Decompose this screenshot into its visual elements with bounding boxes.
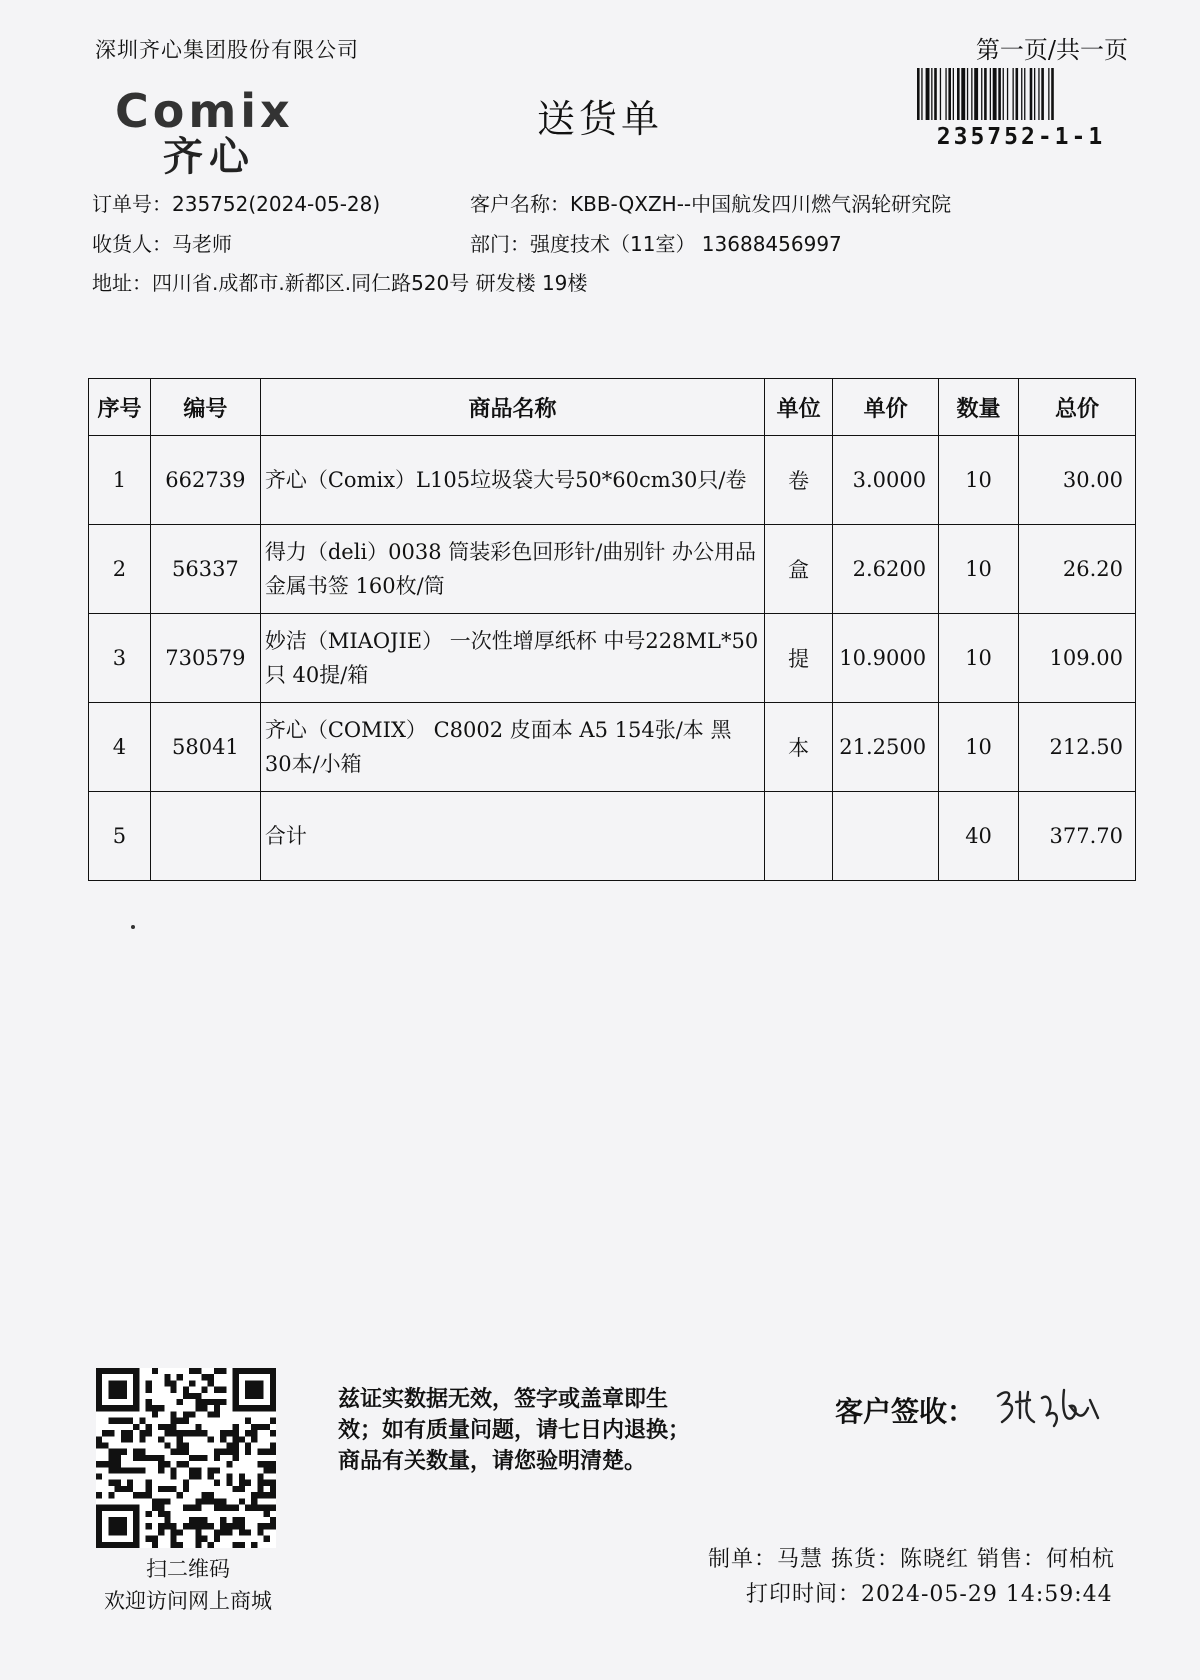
row-code: 662739: [150, 436, 260, 525]
header-total: 总价: [1019, 379, 1136, 436]
row-product-name: 齐心（COMIX） C8002 皮面本 A5 154张/本 黑 30本/小箱: [260, 703, 764, 792]
receiver: 收货人：马老师: [92, 232, 232, 256]
header-code: 编号: [150, 379, 260, 436]
row-unit-price: [833, 792, 939, 881]
print-time: 打印时间：2024-05-29 14:59:44: [746, 1582, 1113, 1607]
row-quantity: 10: [939, 614, 1019, 703]
row-code: 56337: [150, 525, 260, 614]
logo-chinese: 齐心: [163, 134, 255, 180]
header-unit: 单位: [765, 379, 833, 436]
notice-line: 兹证实数据无效，签字或盖章即生: [338, 1387, 669, 1412]
row-index: 2: [89, 525, 151, 614]
row-unit-price: 21.2500: [833, 703, 939, 792]
row-product-name: 得力（deli）0038 筒装彩色回形针/曲别针 办公用品 金属书签 160枚/筒: [260, 525, 764, 614]
row-quantity: 10: [939, 703, 1019, 792]
table-row: [89, 614, 1136, 703]
row-total: 109.00: [1019, 614, 1136, 703]
handwritten-signature: [990, 1378, 1110, 1438]
row-unit: 提: [765, 614, 833, 703]
header-quantity: 数量: [939, 379, 1019, 436]
row-unit-price: 2.6200: [833, 525, 939, 614]
row-code: 730579: [150, 614, 260, 703]
goods-table: [88, 378, 1136, 881]
company-name: 深圳齐心集团股份有限公司: [95, 38, 359, 62]
notice-line: 商品有关数量，请您验明清楚。: [338, 1449, 647, 1474]
row-index: 1: [89, 436, 151, 525]
table-row: [89, 703, 1136, 792]
row-index: 3: [89, 614, 151, 703]
row-unit-price: 3.0000: [833, 436, 939, 525]
header-unit-price: 单价: [833, 379, 939, 436]
row-unit: [765, 792, 833, 881]
qr-caption-visit: 欢迎访问网上商城: [104, 1589, 272, 1613]
row-total: 30.00: [1019, 436, 1136, 525]
table-row: [89, 436, 1136, 525]
page-info: 第一页/共一页: [975, 36, 1128, 64]
row-total: 212.50: [1019, 703, 1136, 792]
address: 地址：四川省.成都市.新都区.同仁路520号 研发楼 19楼: [92, 271, 588, 295]
notice-text: [338, 1384, 758, 1477]
logo-english: Comix: [115, 84, 294, 138]
row-index: 5: [89, 792, 151, 881]
customer-signature-label: 客户签收：: [835, 1395, 976, 1428]
table-total-row: [89, 792, 1136, 881]
document-title: 送货单: [536, 97, 663, 141]
staff-info: 制单：马慧 拣货：陈晓红 销售：何柏杭: [708, 1547, 1115, 1572]
stray-mark: [131, 925, 135, 929]
row-quantity: 10: [939, 525, 1019, 614]
row-code: 58041: [150, 703, 260, 792]
row-product-name: 妙洁（MIAOJIE） 一次性增厚纸杯 中号228ML*50只 40提/箱: [260, 614, 764, 703]
row-unit: 盒: [765, 525, 833, 614]
qr-code-image[interactable]: [96, 1368, 276, 1548]
header-index: 序号: [89, 379, 151, 436]
barcode-number: 235752-1-1: [936, 124, 1106, 150]
row-product-name: 齐心（Comix）L105垃圾袋大号50*60cm30只/卷: [260, 436, 764, 525]
qr-caption-scan: 扫二维码: [146, 1557, 230, 1581]
header-product-name: 商品名称: [260, 379, 764, 436]
row-unit: 卷: [765, 436, 833, 525]
row-code: [150, 792, 260, 881]
order-number: 订单号：235752(2024-05-28): [92, 192, 381, 216]
department: 部门：强度技术（11室） 13688456997: [470, 232, 842, 256]
total-label: 合计: [260, 792, 764, 881]
table-header-row: [89, 379, 1136, 436]
total-quantity: 40: [939, 792, 1019, 881]
customer-name: 客户名称：KBB-QXZH--中国航发四川燃气涡轮研究院: [470, 192, 952, 216]
table-row: [89, 525, 1136, 614]
row-total: 26.20: [1019, 525, 1136, 614]
row-index: 4: [89, 703, 151, 792]
grand-total: 377.70: [1019, 792, 1136, 881]
row-quantity: 10: [939, 436, 1019, 525]
row-unit-price: 10.9000: [833, 614, 939, 703]
row-unit: 本: [765, 703, 833, 792]
notice-line: 效；如有质量问题，请七日内退换；: [338, 1418, 691, 1443]
